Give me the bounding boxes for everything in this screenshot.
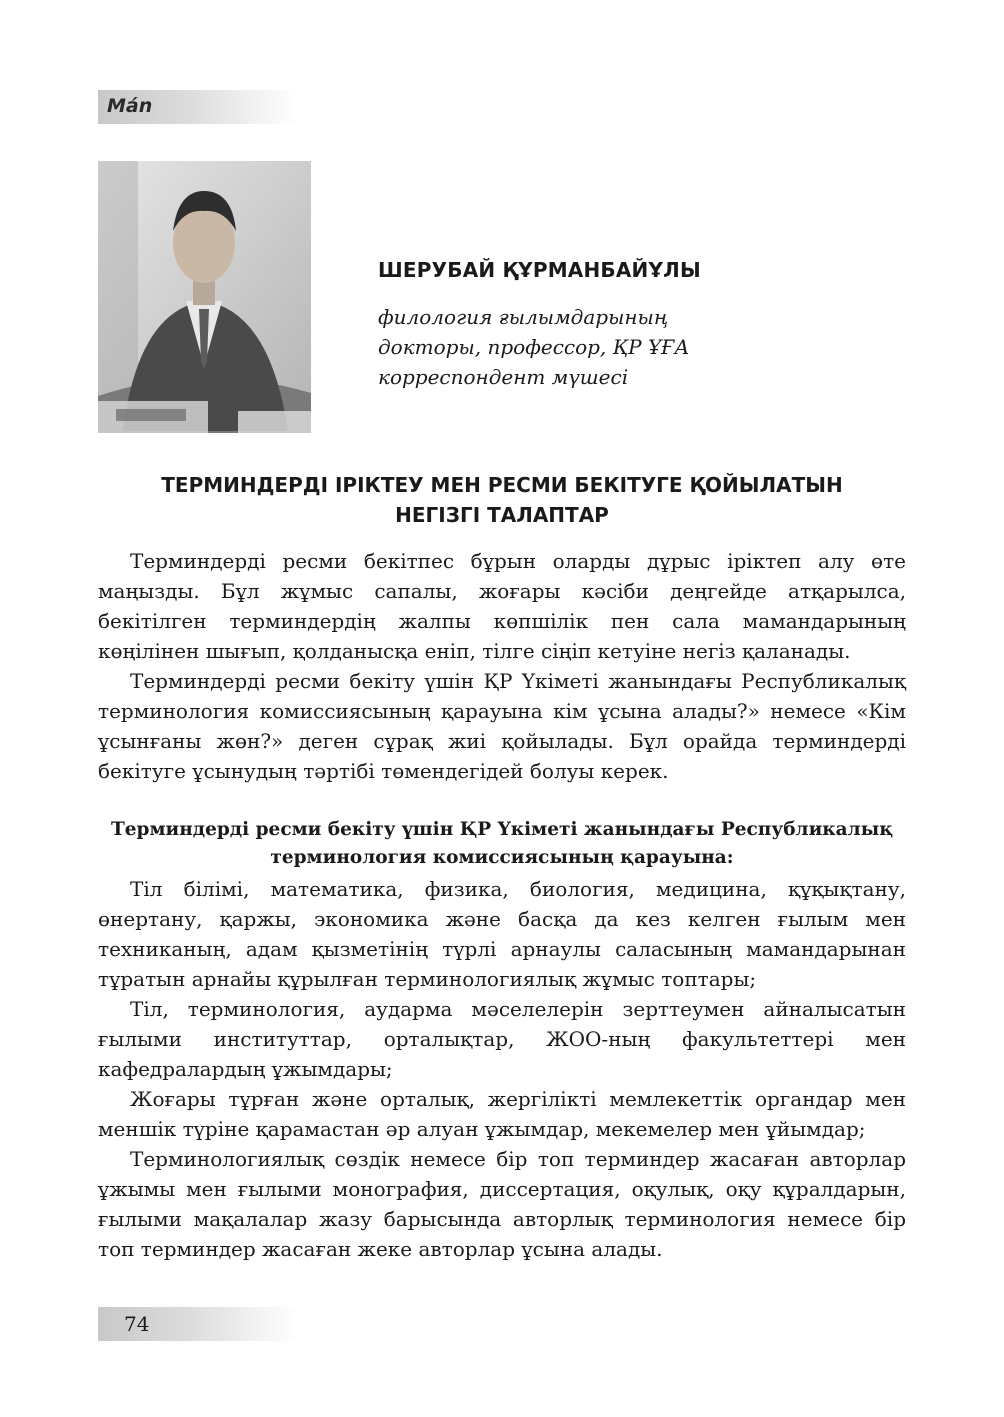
author-credentials-line: корреспондент мүшесі xyxy=(378,365,629,389)
author-credentials xyxy=(378,302,690,392)
subheading-line: терминология комиссиясының қарауына: xyxy=(270,847,734,868)
list-paragraph: Тіл білімі, математика, физика, биология, медицина, құқықтану, өнертану, қаржы, экономика және басқа да кез келген ғылым мен техниканың, адам қызметінің түрлі арнаулы саласының мамандарынан тұратын арнайы құрылған терминологиялық жұмыс топтары; xyxy=(98,877,906,991)
list-paragraph: Терминологиялық сөздік немесе бір топ терминдер жасаған авторлар ұжымы мен ғылыми монография, диссертация, оқулық, оқу құралдарын, ғылыми мақалалар жазу барысында авторлық терминология немесе бір топ терминдер жасаған жеке авторлар ұсына алады. xyxy=(98,1147,906,1261)
intro-section xyxy=(98,546,906,786)
subheading-line: Терминдерді ресми бекіту үшін ҚР Үкіметі жанындағы Республикалық xyxy=(110,819,894,840)
article-title-line: ТЕРМИНДЕРДІ ІРІКТЕУ МЕН РЕСМИ БЕКІТУГЕ ҚОЙЫЛАТЫН xyxy=(161,473,843,497)
page-footer xyxy=(98,1307,298,1341)
list-paragraph: Тіл, терминология, аударма мәселелерін зерттеумен айналысатын ғылыми институттар, орталықтар, ЖОО-ның факультеттері мен кафедралардың ұжымдары; xyxy=(98,997,906,1081)
body-paragraph: Терминдерді ресми бекітпес бұрын оларды дұрыс іріктеп алу өте маңызды. Бұл жұмыс сапалы, жоғары кәсіби деңгейде атқарылса, бекітілген терминдердің жалпы көпшілік пен сала мамандарының көңілінен шығып, қолданысқа еніп, тілге сіңіп кетуіне негіз қаланады. xyxy=(98,549,906,663)
author-photo xyxy=(98,161,311,433)
author-credentials-line: докторы, профессор, ҚР ҰҒА xyxy=(378,335,690,359)
page-number: 74 xyxy=(124,1312,150,1336)
article-title-line: НЕГІЗГІ ТАЛАПТАР xyxy=(395,503,609,527)
running-header xyxy=(98,90,298,124)
section-subheading xyxy=(98,816,906,872)
author-credentials-line: филология ғылымдарының xyxy=(378,305,669,329)
list-section xyxy=(98,874,906,1264)
list-paragraph: Жоғары тұрған және орталық, жергілікті мемлекеттік органдар мен меншік түріне қарамастан әр алуан ұжымдар, мекемелер мен ұйымдар; xyxy=(98,1087,906,1141)
body-paragraph: Терминдерді ресми бекіту үшін ҚР Үкіметі жанындағы Республикалық терминология комиссиясының қарауына кім ұсына алады?» немесе «Кім ұсынғаны жөн?» деген сұрақ жиі қойылады. Бұл орайда терминдерді бекітуге ұсынудың тәртібі төмендегідей болуы керек. xyxy=(98,669,906,783)
article-title xyxy=(98,470,906,530)
journal-label: Mán xyxy=(107,95,153,117)
author-name: ШЕРУБАЙ ҚҰРМАНБАЙҰЛЫ xyxy=(378,258,701,282)
